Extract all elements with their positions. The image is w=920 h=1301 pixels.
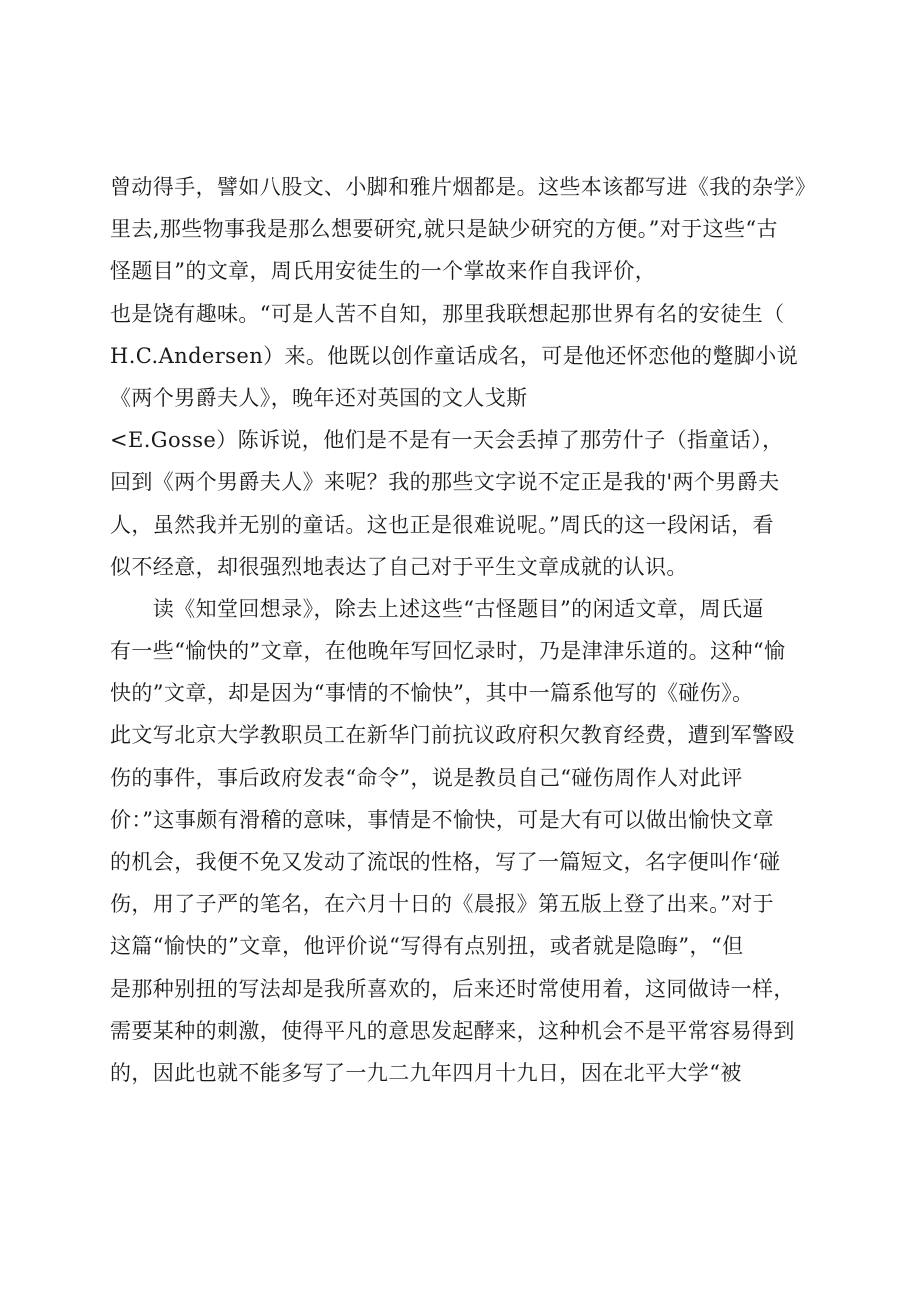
text-line: 有一些“愉快的”文章，在他晚年写回忆录时，乃是津津乐道的。这种“愉 [110,639,786,664]
text-line: 的，因此也就不能多写了一九二九年四月十九日，因在北平大学“被 [110,1060,742,1085]
text-line: 《两个男爵夫人》，晚年还对英国的文人戈斯 [110,385,528,410]
text-line: 的机会，我便不免又发动了流氓的性格，写了一篇短文，名字便叫作‘碰 [110,850,781,874]
text-line: 读《知堂回想录》，除去上述这些“古怪题目”的闲适文章，周氏逼 [110,596,764,621]
text-line: 似不经意，却很强烈地表达了自己对于平生文章成就的认识。 [110,554,688,579]
text-line: 快的”文章，却是因为“事情的不愉快”，其中一篇系他写的《碰伤》。 [110,681,754,706]
text-line: 需要某种的刺激，使得平凡的意思发起酵来，这种机会不是平常容易得到 [110,1018,795,1043]
text-line: 伤，用了子严的笔名，在六月十日的《晨报》第五版上登了出来。”对于 [110,892,775,917]
text-line: 回到《两个男爵夫人》来呢？我的那些文字说不定正是我的'两个男爵夫 [110,470,780,495]
text-line: 价：”这事颇有滑稽的意味，事情是不愉快，可是大有可以做出愉快文章 [110,807,775,832]
body-text [110,166,822,1094]
text-line: 是那种别扭的写法却是我所喜欢的，后来还时常使用着，这同做诗一样， [110,976,795,1001]
text-line: 也是饶有趣味。“可是人苦不自知，那里我联想起那世界有名的安徒生（ [110,301,785,326]
text-line: 曾动得手，譬如八股文、小脚和雅片烟都是。这些本该都写进《我的杂学》 [110,175,817,199]
text-line: 里去,那些物事我是那么想要研究,就只是缺少研究的方便。”对于这些“古 [110,217,778,242]
text-line: H.C.Andersen）来。他既以创作童话成名，可是他还怀恋他的蹩脚小说 [110,343,799,368]
text-line: <E.Gosse）陈诉说，他们是不是有一天会丢掉了那劳什子（指童话）， [110,428,784,453]
text-line: 这篇“愉快的”文章，他评价说“写得有点别扭，或者就是隐晦”，“但 [110,934,744,959]
text-line: 人，虽然我并无别的童话。这也正是很难说呢。”周氏的这一段闲话，看 [110,512,775,537]
text-line: 伤的事件，事后政府发表“命令”，说是教员自己“碰伤周作人对此评 [110,765,743,790]
text-line: 此文写北京大学教职员工在新华门前抗议政府积欠教育经费，遭到军警殴 [110,723,795,748]
text-line: 怪题目”的文章，周氏用安徒生的一个掌故来作自我评价， [110,259,657,284]
